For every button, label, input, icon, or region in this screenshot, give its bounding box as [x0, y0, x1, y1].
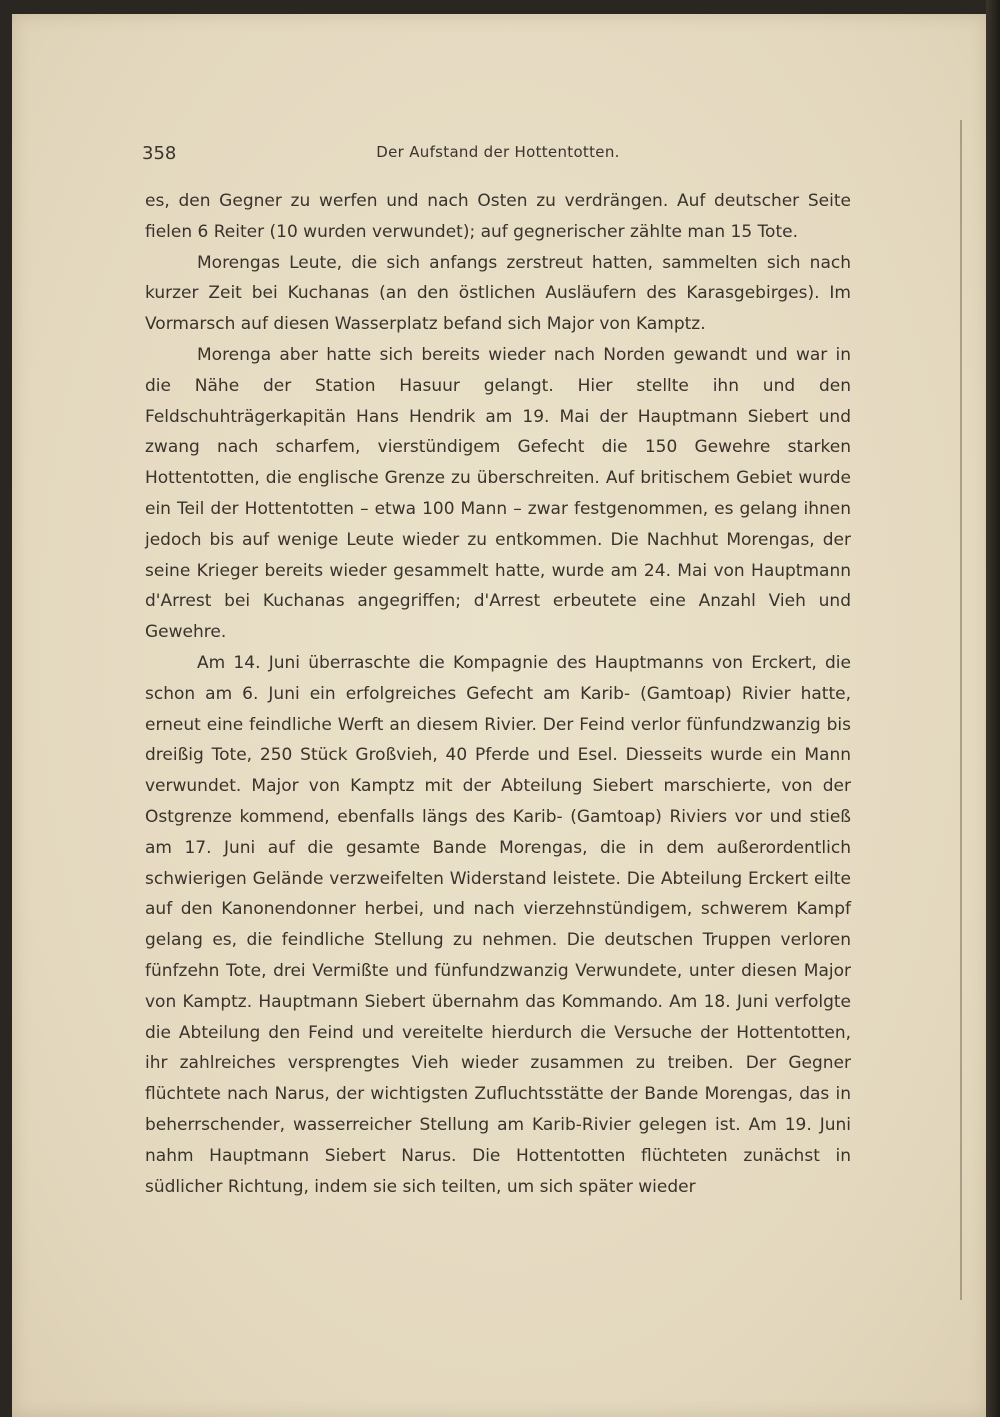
running-header	[142, 143, 854, 169]
paragraph-4: Am 14. Juni überraschte die Kompagnie des Hauptmanns von Erckert, die schon am 6. Juni ein erfolgreiches Gefecht am Karib- (Gamtoap) Rivier hatte, erneut eine feindliche Werft an diesem Rivier. Der Feind verlor fünfundzwanzig bis dreißig Tote, 250 Stück Großvieh, 40 Pferde und Esel. Diesseits wurde ein Mann verwundet. Major von Kamptz mit der Abteilung Siebert marschierte, von der Ostgrenze kommend, ebenfalls längs des Karib- (Gamtoap) Riviers vor und stieß am 17. Juni auf die gesamte Bande Morengas, die in dem außerordentlich schwierigen Gelände verzweifelten Widerstand leistete. Die Abteilung Erckert eilte auf den Kanonendonner herbei, und nach vierzehnstündigem, schwerem Kampf gelang es, die feindliche Stellung zu nehmen. Die deutschen Truppen verloren fünfzehn Tote, drei Vermißte und fünfundzwanzig Verwundete, unter diesen Major von Kamptz. Hauptmann Siebert übernahm das Kommando. Am 18. Juni verfolgte die Abteilung den Feind und vereitelte hierdurch die Versuche der Hottentotten, ihr zahlreiches versprengtes Vieh wieder zusammen zu treiben. Der Gegner flüchtete nach Narus, der wichtigsten Zufluchtsstätte der Bande Morengas, das in beherrschender, wasserreicher Stellung am Karib-Rivier gelegen ist. Am 19. Juni nahm Hauptmann Siebert Narus. Die Hottentotten flüchteten zunächst in südlicher Richtung, indem sie sich teilten, um sich später wieder	[145, 652, 851, 1197]
page-edge-shadow	[960, 120, 962, 1300]
page-number: 358	[142, 143, 177, 164]
book-spine-edge	[986, 0, 1000, 1417]
paragraph-1: es, den Gegner zu werfen und nach Osten zu verdrängen. Auf deutscher Seite fielen 6 Reiter (10 wurden verwundet); auf gegnerischer zählte man 15 Tote.	[145, 191, 851, 242]
paragraph-3: Morenga aber hatte sich bereits wieder nach Norden gewandt und war in die Nähe der Station Hasuur gelangt. Hier stellte ihn und den Feldschuhträgerkapitän Hans Hendrik am 19. Mai der Hauptmann Siebert und zwang nach scharfem, vierstündigem Gefecht die 150 Gewehre starken Hottentotten, die englische Grenze zu überschreiten. Auf britischem Gebiet wurde ein Teil der Hottentotten – etwa 100 Mann – zwar festgenommen, es gelang ihnen jedoch bis auf wenige Leute wieder zu entkommen. Die Nachhut Morengas, der seine Krieger bereits wieder gesammelt hatte, wurde am 24. Mai von Hauptmann d'Arrest bei Kuchanas angegriffen; d'Arrest erbeutete eine Anzahl Vieh und Gewehre.	[145, 344, 851, 643]
running-title: Der Aufstand der Hottentotten.	[376, 143, 620, 161]
paragraph-2: Morengas Leute, die sich anfangs zerstreut hatten, sammelten sich nach kurzer Zeit bei Kuchanas (an den östlichen Ausläufern des Karasgebirges). Im Vormarsch auf diesen Wasserplatz befand sich Major von Kamptz.	[145, 252, 851, 335]
body-text	[145, 186, 851, 1202]
